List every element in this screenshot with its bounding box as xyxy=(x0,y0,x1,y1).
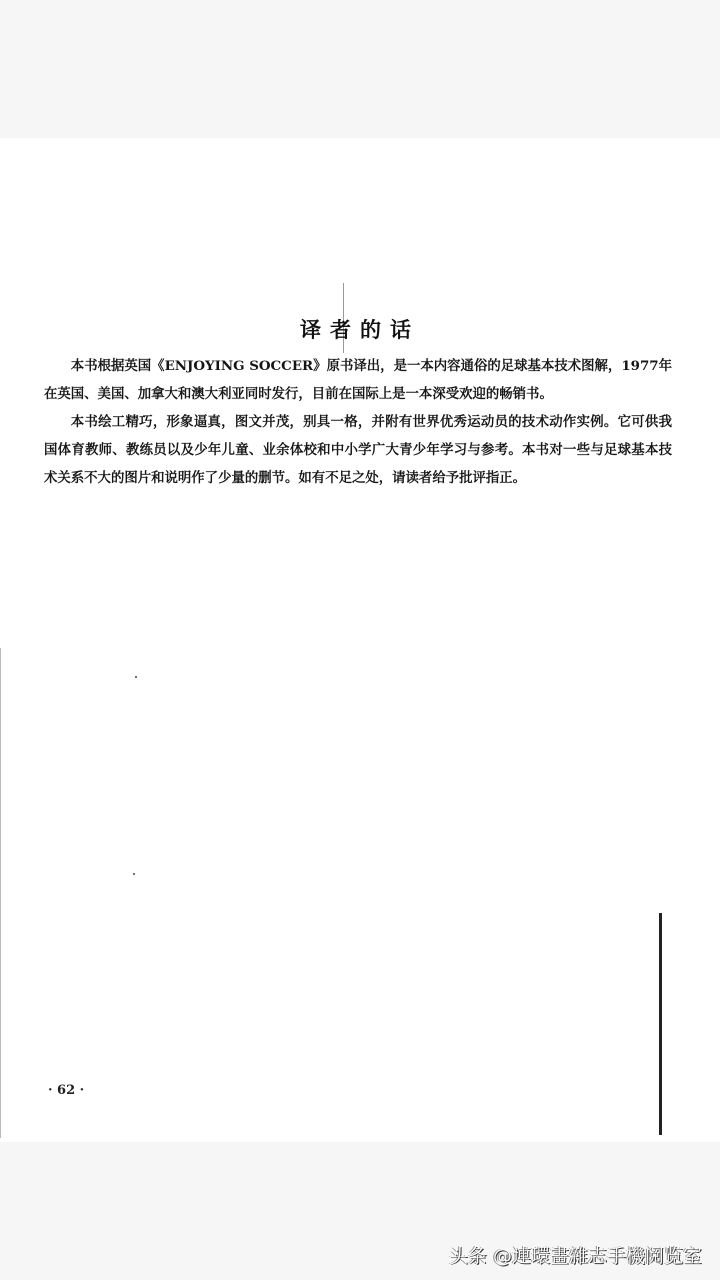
scan-edge-right xyxy=(659,913,662,1135)
watermark: 头条 @連環畫雜志手機阅览室 xyxy=(448,1245,702,1267)
paragraph: 本书根据英国《ENJOYING SOCCER》原书译出，是一本内容通俗的足球基本技术图解，1977年在英国、美国、加拿大和澳大利亚同时发行，目前在国际上是一本深受欢迎的畅销书。 xyxy=(44,358,672,402)
paragraph: 本书绘工精巧，形象逼真，图文并茂，别具一格，并附有世界优秀运动员的技术动作实例。它可供我国体育教师、教练员以及少年儿童、业余体校和中小学广大青少年学习与参考。本书对一些与足球基本技术关系不大的图片和说明作了少量的删节。如有不足之处，请读者给予批评指正。 xyxy=(44,414,672,486)
scan-speck xyxy=(133,873,135,875)
page-body xyxy=(44,352,672,492)
book-page xyxy=(0,138,720,1142)
page-number: · 62 · xyxy=(48,1083,85,1098)
page-title: 译者的话 xyxy=(300,318,420,342)
scan-speck xyxy=(135,676,137,678)
scan-edge-left xyxy=(0,648,1,1138)
